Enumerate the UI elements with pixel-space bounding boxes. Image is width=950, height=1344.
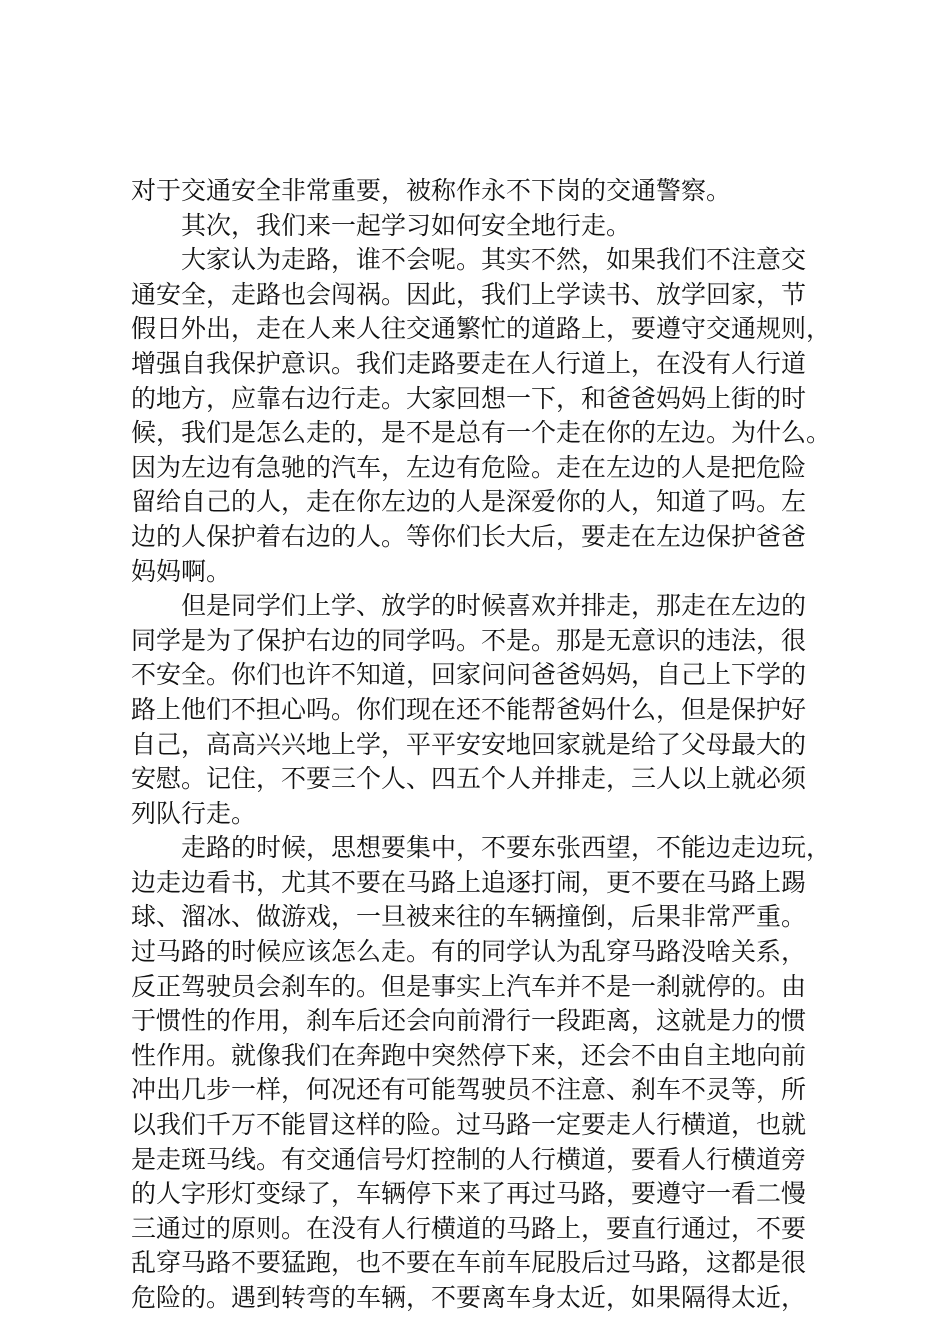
text-line: 同学是为了保护右边的同学吗。不是。那是无意识的违法，很 bbox=[131, 625, 807, 655]
text-line: 列队行走。 bbox=[131, 798, 257, 828]
text-line: 是走斑马线。有交通信号灯控制的人行横道，要看人行横道旁 bbox=[131, 1144, 807, 1174]
text-line: 性作用。就像我们在奔跑中突然停下来，还会不由自主地向前 bbox=[131, 1040, 807, 1070]
text-line: 边走边看书，尤其不要在马路上追逐打闹，更不要在马路上踢 bbox=[131, 867, 807, 897]
text-line: 大家认为走路，谁不会呢。其实不然，如果我们不注意交 bbox=[181, 245, 807, 275]
text-line: 自己，高高兴兴地上学，平平安安地回家就是给了父母最大的 bbox=[131, 729, 807, 759]
text-line: 对于交通安全非常重要，被称作永不下岗的交通警察。 bbox=[131, 176, 732, 205]
text-line: 边的人保护着右边的人。等你们长大后，要走在左边保护爸爸 bbox=[131, 521, 807, 551]
body-text bbox=[131, 174, 851, 1316]
text-line: 球、溜冰、做游戏，一旦被来往的车辆撞倒，后果非常严重。 bbox=[131, 902, 807, 932]
text-line: 因为左边有急驰的汽车，左边有危险。走在左边的人是把危险 bbox=[131, 452, 807, 482]
text-line: 乱穿马路不要猛跑，也不要在车前车屁股后过马路，这都是很 bbox=[131, 1248, 807, 1278]
text-line: 冲出几步一样，何况还有可能驾驶员不注意、刹车不灵等，所 bbox=[131, 1075, 807, 1105]
text-line: 过马路的时候应该怎么走。有的同学认为乱穿马路没啥关系， bbox=[131, 937, 807, 967]
text-line: 其次，我们来一起学习如何安全地行走。 bbox=[181, 210, 632, 240]
text-line: 走路的时候，思想要集中，不要东张西望，不能边走边玩， bbox=[181, 833, 832, 863]
text-line: 反正驾驶员会刹车的。但是事实上汽车并不是一刹就停的。由 bbox=[131, 971, 807, 1001]
text-line: 增强自我保护意识。我们走路要走在人行道上，在没有人行道 bbox=[131, 348, 807, 378]
text-line: 但是同学们上学、放学的时候喜欢并排走，那走在左边的 bbox=[181, 591, 807, 621]
text-line: 安慰。记住，不要三个人、四五个人并排走，三人以上就必须 bbox=[131, 764, 807, 794]
text-line: 三通过的原则。在没有人行横道的马路上，要直行通过，不要 bbox=[131, 1213, 807, 1243]
text-line: 不安全。你们也许不知道，回家问问爸爸妈妈，自己上下学的 bbox=[131, 660, 807, 690]
text-line: 以我们千万不能冒这样的险。过马路一定要走人行横道，也就 bbox=[131, 1110, 807, 1140]
text-line: 的地方，应靠右边行走。大家回想一下，和爸爸妈妈上街的时 bbox=[131, 383, 807, 413]
text-line: 危险的。遇到转弯的车辆，不要离车身太近，如果隔得太近， bbox=[131, 1283, 807, 1312]
text-line: 妈妈啊。 bbox=[131, 556, 232, 586]
text-line: 通安全，走路也会闯祸。因此，我们上学读书、放学回家，节 bbox=[131, 279, 807, 309]
text-line: 候，我们是怎么走的，是不是总有一个走在你的左边。为什么。 bbox=[131, 418, 832, 448]
text-line: 留给自己的人，走在你左边的人是深爱你的人，知道了吗。左 bbox=[131, 487, 807, 517]
text-line: 假日外出，走在人来人往交通繁忙的道路上，要遵守交通规则， bbox=[131, 314, 832, 344]
text-line: 的人字形灯变绿了，车辆停下来了再过马路，要遵守一看二慢 bbox=[131, 1179, 807, 1209]
text-line: 路上他们不担心吗。你们现在还不能帮爸妈什么，但是保护好 bbox=[131, 694, 807, 724]
text-line: 于惯性的作用，刹车后还会向前滑行一段距离，这就是力的惯 bbox=[131, 1006, 807, 1036]
